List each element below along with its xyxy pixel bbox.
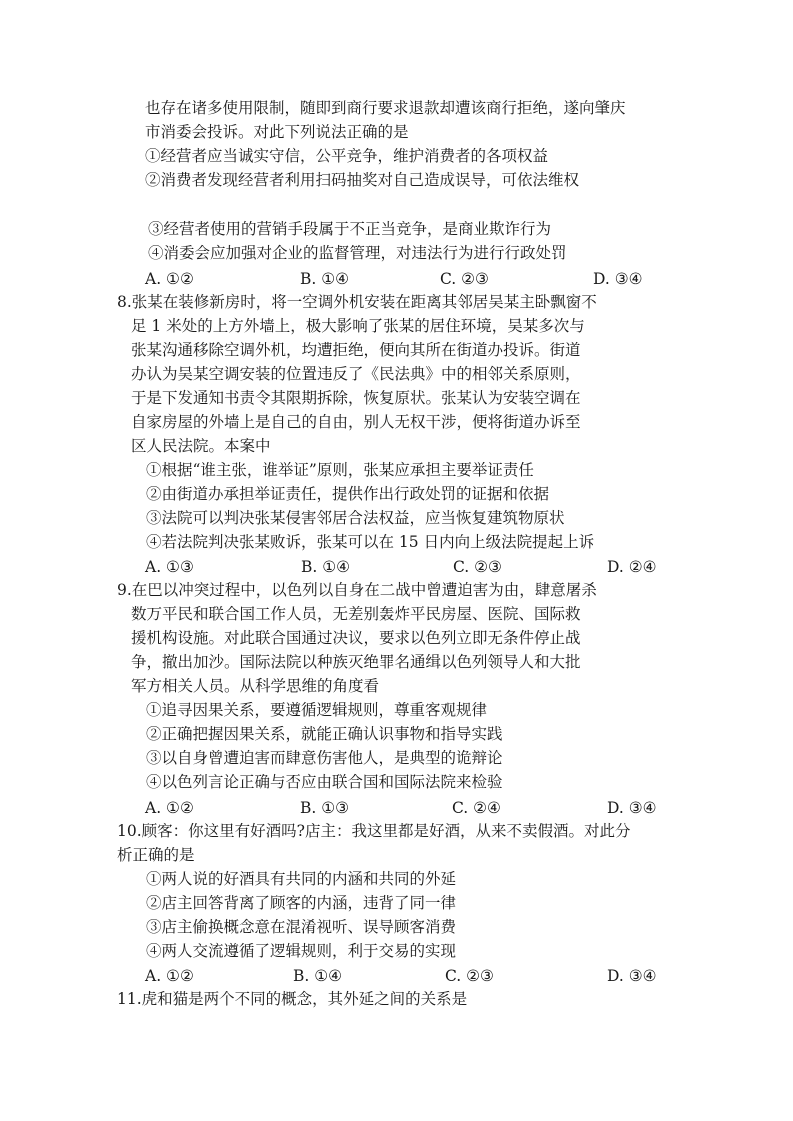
q10-option-d: D. ③④ (607, 967, 657, 985)
q10-stem-line-1: 10.顾客：你这里有好酒吗?店主：我这里都是好酒，从来不卖假酒。对此分 (117, 822, 631, 840)
q8-stem-line-6: 自家房屋的外墙上是自己的自由，别人无权干涉，便将街道办诉至 (131, 413, 581, 431)
q7-stem-line-2: 市消委会投诉。对此下列说法正确的是 (145, 123, 409, 141)
q10-stem-line-2: 析正确的是 (117, 846, 195, 864)
q7-item-3: ③经营者使用的营销手段属于不正当竞争，是商业欺诈行为 (148, 220, 552, 238)
q7-option-c: C. ②③ (440, 270, 489, 288)
q8-stem-line-1: 8.张某在装修新房时，将一空调外机安装在距离其邻居吴某主卧飘窗不 (117, 293, 597, 311)
q7-option-d: D. ③④ (593, 270, 643, 288)
q8-option-a: A. ①③ (145, 558, 194, 576)
q9-options (145, 797, 705, 819)
q9-item-1: ①追寻因果关系，要遵循逻辑规则，尊重客观规律 (146, 701, 488, 719)
q7-option-b: B. ①④ (300, 270, 350, 288)
q10-item-1: ①两人说的好酒具有共同的内涵和共同的外延 (146, 870, 457, 888)
q11-stem-line-1: 11.虎和猫是两个不同的概念，其外延之间的关系是 (117, 990, 468, 1008)
q10-option-a: A. ①② (145, 967, 194, 985)
q8-stem-line-2: 足 1 米处的上方外墙上，极大影响了张某的居住环境，吴某多次与 (131, 317, 585, 335)
q7-option-a: A. ①② (145, 270, 194, 288)
q9-option-b: B. ①③ (300, 799, 350, 817)
q8-option-b: B. ①④ (301, 558, 351, 576)
q7-options (145, 268, 705, 290)
q7-item-1: ①经营者应当诚实守信，公平竞争，维护消费者的各项权益 (145, 147, 549, 165)
q10-item-3: ③店主偷换概念意在混淆视听、误导顾客消费 (146, 918, 457, 936)
q8-item-1: ①根据“谁主张，谁举证”原则，张某应承担主要举证责任 (146, 461, 534, 479)
q9-item-4: ④以色列言论正确与否应由联合国和国际法院来检验 (146, 773, 503, 791)
q9-option-c: C. ②④ (452, 799, 501, 817)
q8-stem-line-4: 办认为吴某空调安装的位置违反了《民法典》中的相邻关系原则， (131, 365, 581, 383)
q10-option-b: B. ①④ (293, 967, 343, 985)
q8-option-c: C. ②③ (453, 558, 502, 576)
q9-item-2: ②正确把握因果关系，就能正确认识事物和指导实践 (146, 725, 503, 743)
q9-stem-line-5: 军方相关人员。从科学思维的角度看 (131, 677, 380, 695)
q8-item-4: ④若法院判决张某败诉，张某可以在 15 日内向上级法院提起上诉 (146, 533, 595, 551)
q8-stem-line-5: 于是下发通知书责令其限期拆除，恢复原状。张某认为安装空调在 (131, 389, 581, 407)
q8-item-2: ②由街道办承担举证责任，提供作出行政处罚的证据和依据 (146, 485, 550, 503)
q9-stem-line-4: 争，撤出加沙。国际法院以种族灭绝罪名通缉以色列领导人和大批 (131, 653, 581, 671)
q8-stem-line-3: 张某沟通移除空调外机，均遭拒绝，便向其所在街道办投诉。街道 (131, 341, 581, 359)
q9-stem-line-1: 9.在巴以冲突过程中，以色列以自身在二战中曾遭迫害为由，肆意屠杀 (117, 581, 597, 599)
q9-option-d: D. ③④ (607, 799, 657, 817)
q10-item-4: ④两人交流遵循了逻辑规则，利于交易的实现 (146, 942, 457, 960)
q10-option-c: C. ②③ (445, 967, 494, 985)
q8-stem-line-7: 区人民法院。本案中 (131, 437, 271, 455)
q8-options (145, 556, 705, 578)
q7-stem-line-1: 也存在诸多使用限制，随即到商行要求退款却遭该商行拒绝，遂向肇庆 (145, 99, 626, 117)
q9-item-3: ③以自身曾遭迫害而肆意伤害他人，是典型的诡辩论 (146, 749, 503, 767)
q9-stem-line-2: 数万平民和联合国工作人员，无差别轰炸平民房屋、医院、国际救 (131, 605, 581, 623)
q8-item-3: ③法院可以判决张某侵害邻居合法权益，应当恢复建筑物原状 (146, 509, 565, 527)
q10-item-2: ②店主回答背离了顾客的内涵，违背了同一律 (146, 894, 457, 912)
q7-item-4: ④消委会应加强对企业的监督管理，对违法行为进行行政处罚 (148, 244, 567, 262)
q8-option-d: D. ②④ (607, 558, 657, 576)
q7-item-2: ②消费者发现经营者利用扫码抽奖对自己造成误导，可依法维权 (145, 171, 580, 189)
q9-stem-line-3: 援机构设施。对此联合国通过决议，要求以色列立即无条件停止战 (131, 629, 581, 647)
q9-option-a: A. ①② (145, 799, 194, 817)
q10-options (145, 965, 705, 987)
